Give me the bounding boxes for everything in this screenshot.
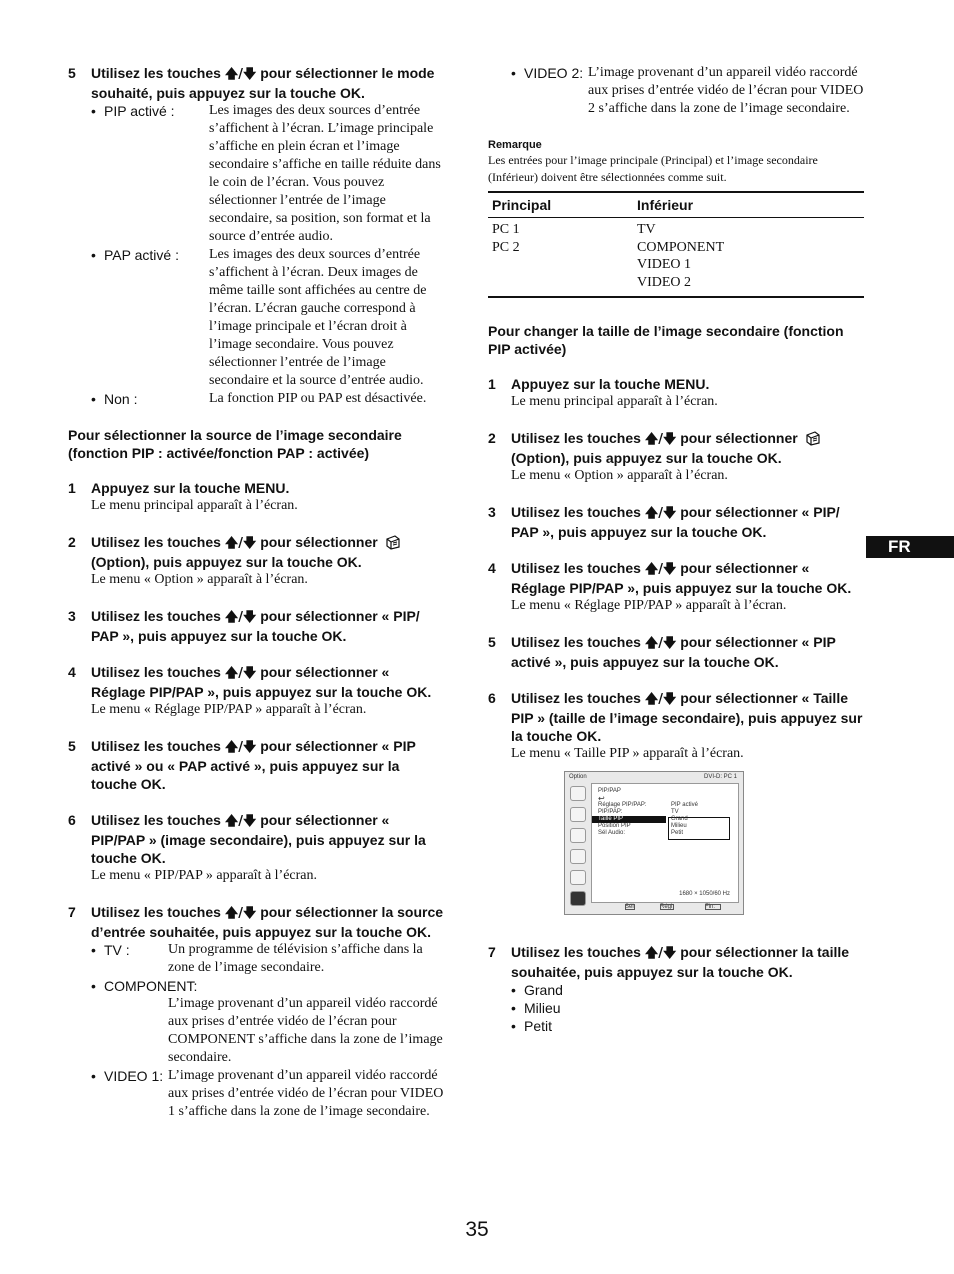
step-5-pip-on: 5 Utilisez les touches 🡅/🡇 pour sélectionner « PIP activé » ou « PAP activé », puis appuyez sur la touche OK. <box>68 738 416 792</box>
step-7-size: 7 Utilisez les touches 🡅/🡇 pour sélectionner la taille souhaitée, puis appuyez sur la touche OK. • Grand • Milieu • Petit <box>488 943 864 1035</box>
option-toolbox-icon <box>384 533 402 551</box>
osd-sound-icon <box>570 849 586 864</box>
menu-key-icon <box>705 904 721 910</box>
ok-key-icon <box>660 904 674 910</box>
osd-color-icon <box>570 828 586 843</box>
osd-title: Option <box>569 774 587 780</box>
bullet-pip-on: • PIP activé : Les images des deux sources d’entrée s’affichent à l’écran. L’image principale s’affiche en plein écran et l’image secondaire s’affiche en taille réduite dans le coin de l’écran. Vous pouvez sélectionner l’entrée de l’image secondaire, sa position, son format et la source d’entrée audio. <box>91 103 441 244</box>
osd-source: DVI-D: PC 1 <box>703 774 737 780</box>
updown-arrows-icon: 🡅/🡇 <box>644 692 677 707</box>
updown-arrows-icon: 🡅/🡇 <box>224 906 257 921</box>
table-cell: PC 1 <box>492 222 520 237</box>
osd-screen-icon <box>570 807 586 822</box>
step-6-taille-pip: 6 Utilisez les touches 🡅/🡇 pour sélectionner « Taille PIP » (taille de l’image secondaire), puis appuyez sur la touche OK. Le menu « Taille PIP » apparaît à l’écran. <box>488 690 863 761</box>
input-table <box>488 191 864 298</box>
osd-icon-column <box>568 786 588 912</box>
osd-menu-screenshot: Option DVI-D: PC 1 PIP/PAP ↩ Réglage PIP/PAP: PIP/PAP: Taille PIP Position PIP Sél Audio: PIP activé TV Grand Milieu Petit 1680 × 1050/60 Hz Sél: Régl: Fin: <box>564 771 744 915</box>
bullet-component: • COMPONENT: L’image provenant d’un appareil vidéo raccordé aux prises d’entrée vidéo de l’écran pour COMPONENT s’affiche dans la zone de l’image secondaire. <box>91 978 443 1065</box>
osd-heading: PIP/PAP <box>598 788 621 794</box>
updown-arrows-icon: 🡅/🡇 <box>224 610 257 625</box>
list-item: • Grand <box>511 982 563 998</box>
osd-setup-icon <box>570 870 586 885</box>
left-column <box>68 64 444 1139</box>
bullet-video1: • VIDEO 1: L’image provenant d’un appareil vidéo raccordé aux prises d’entrée vidéo de l’écran pour VIDEO 1 s’affiche dans la zone de l’image secondaire. <box>91 1068 444 1119</box>
updown-arrows-icon: 🡅/🡇 <box>644 636 677 651</box>
list-item: • Milieu <box>511 1000 561 1016</box>
table-header-principal: Principal <box>488 192 633 218</box>
step-2-option: 2 Utilisez les touches 🡅/🡇 pour sélectionner (Option), puis appuyez sur la touche OK. Le menu « Option » apparaît à l’écran. <box>488 429 864 485</box>
updown-arrows-icon: 🡅/🡇 <box>224 740 257 755</box>
osd-picture-icon <box>570 786 586 801</box>
updown-arrows-icon: 🡅/🡇 <box>644 562 677 577</box>
step-5-pip-on: 5 Utilisez les touches 🡅/🡇 pour sélectionner « PIP activé », puis appuyez sur la touche OK. <box>488 634 836 670</box>
updown-arrows-icon: 🡅/🡇 <box>224 67 257 82</box>
updown-arrows-icon: 🡅/🡇 <box>224 814 257 829</box>
language-tab: FR <box>866 536 954 558</box>
updown-arrows-icon: 🡅/🡇 <box>644 432 677 447</box>
step-7-source: 7 Utilisez les touches 🡅/🡇 pour sélectionner la source d’entrée souhaitée, puis appuyez sur la touche OK. • TV : Un programme de télévision s’affiche dans la zone de l’image secondaire. • COMPONENT: L’image provenant d’un appareil vidéo raccordé aux prises d’entrée vidéo de l’écran pour COMPONENT s’affiche dans la zone de l’image secondaire. • VIDEO 1: L’image provenant d’un appareil vidéo raccordé aux prises d’entrée vidéo de l’écran pour VIDEO 1 s’affiche dans la zone de l’image secondaire. <box>68 904 444 1119</box>
step-2-option: 2 Utilisez les touches 🡅/🡇 pour sélectionner (Option), puis appuyez sur la touche OK. Le menu « Option » apparaît à l’écran. <box>68 533 444 589</box>
table-cell: PC 2 <box>492 239 520 255</box>
right-column <box>488 64 864 1053</box>
bullet-video2: • VIDEO 2: L’image provenant d’un appareil vidéo raccordé aux prises d’entrée vidéo de l’écran pour VIDEO 2 s’affiche dans la zone de l’image secondaire. <box>511 65 864 116</box>
step-4-reglage: 4 Utilisez les touches 🡅/🡇 pour sélectionner « Réglage PIP/PAP », puis appuyez sur la touche OK. Le menu « Réglage PIP/PAP » apparaît à l’écran. <box>488 560 852 613</box>
section-title-size: Pour changer la taille de l’image secondaire (fonction PIP activée) <box>488 323 844 357</box>
updown-arrows-icon: 🡅/🡇 <box>644 506 677 521</box>
step-3-pip-pap: 3 Utilisez les touches 🡅/🡇 pour sélectionner « PIP/ PAP », puis appuyez sur la touche OK. <box>488 504 840 540</box>
step-3-pip-pap: 3 Utilisez les touches 🡅/🡇 pour sélectionner « PIP/ PAP », puis appuyez sur la touche OK. <box>68 608 420 644</box>
osd-panel: PIP/PAP ↩ Réglage PIP/PAP: PIP/PAP: Taille PIP Position PIP Sél Audio: PIP activé TV Grand Milieu Petit 1680 × 1050/60 Hz <box>591 783 739 903</box>
table-header-inferieur: Inférieur <box>633 192 864 218</box>
select-key-icon <box>625 904 635 910</box>
step-4-reglage: 4 Utilisez les touches 🡅/🡇 pour sélectionner « Réglage PIP/PAP », puis appuyez sur la touche OK. Le menu « Réglage PIP/PAP » apparaît à l’écran. <box>68 664 432 717</box>
remark-text: Les entrées pour l’image principale (Principal) et l’image secondaire (Inférieur) doivent être sélectionnées comme suit. <box>488 153 818 184</box>
table-cell: COMPONENT <box>637 239 725 255</box>
step-1-menu: 1 Appuyez sur la touche MENU. Le menu principal apparaît à l’écran. <box>68 480 298 513</box>
list-item: • Petit <box>511 1018 553 1034</box>
step-6-pip-pap-sub: 6 Utilisez les touches 🡅/🡇 pour sélectionner « PIP/PAP » (image secondaire), puis appuyez sur la touche OK. Le menu « PIP/PAP » apparaît à l’écran. <box>68 812 426 883</box>
step-1-menu: 1 Appuyez sur la touche MENU. Le menu principal apparaît à l’écran. <box>488 376 718 409</box>
page-number: 35 <box>465 1218 489 1241</box>
updown-arrows-icon: 🡅/🡇 <box>224 666 257 681</box>
bullet-off: • Non : La fonction PIP ou PAP est désactivée. <box>91 391 427 407</box>
section-title-source: Pour sélectionner la source de l’image secondaire (fonction PIP : activée/fonction PAP : activée) <box>68 427 402 461</box>
option-toolbox-icon <box>804 429 822 447</box>
osd-option-icon <box>570 891 586 906</box>
osd-back-icon: ↩ <box>598 794 605 803</box>
updown-arrows-icon: 🡅/🡇 <box>644 946 677 961</box>
bullet-pap-on: • PAP activé : Les images des deux sources d’entrée s’affichent à l’écran. Deux images de même taille sont affichées au centre de l’écran. L’écran gauche correspond à l’image principale et l’écran droit à l’image secondaire. Vous pouvez sélectionner l’entrée de l’image secondaire et la source d’entrée audio. <box>91 247 427 388</box>
updown-arrows-icon: 🡅/🡇 <box>224 536 257 551</box>
remark-title: Remarque <box>488 139 542 151</box>
osd-frequency: 1680 × 1050/60 Hz <box>679 891 730 897</box>
bullet-tv: • TV : Un programme de télévision s’affiche dans la zone de l’image secondaire. <box>91 942 423 975</box>
table-cell: VIDEO 2 <box>637 274 692 290</box>
step-5-mode: 5 Utilisez les touches 🡅/🡇 pour sélectionner le mode souhaité, puis appuyez sur la touche OK. • PIP activé : Les images des deux sources d’entrée s’affichent à l’écran. L’image principale s’affiche en plein écran et l’image secondaire s’affiche en taille réduite dans le coin de l’écran. Vous pouvez sélectionner l’entrée de l’image secondaire, sa position, son format et la source d’entrée audio. • PAP activé : Les images des deux sources d’entrée s’affichent à l’écran. Deux images de même taille sont affichées au centre de l’écran. L’écran gauche correspond à l’image principale et l’écran droit à l’image secondaire. Vous pouvez sélectionner l’entrée de l’image secondaire et la source d’entrée audio. • Non : La fonction PIP ou PAP est désactivée. <box>68 64 444 408</box>
table-cell: VIDEO 1 <box>637 257 692 272</box>
table-cell: TV <box>637 222 656 237</box>
